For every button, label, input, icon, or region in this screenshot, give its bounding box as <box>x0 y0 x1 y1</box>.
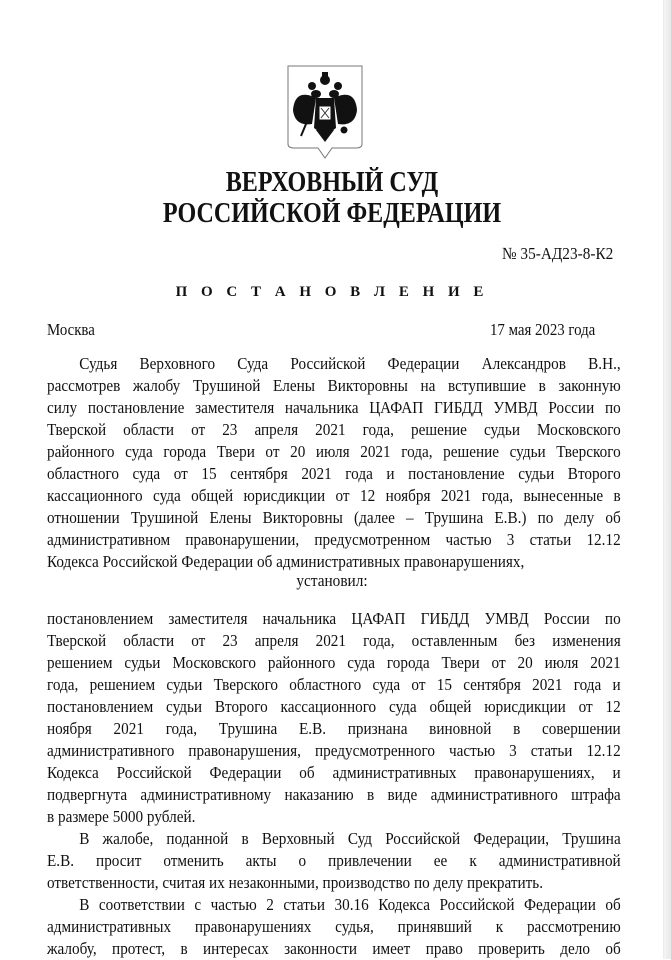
text-line: В соответствии с частью 2 статьи 30.16 Кодекса Российской Федерации об <box>79 895 621 914</box>
text-line: рассмотрев жалобу Трушиной Елены Викторовны на вступившие в законную <box>47 376 621 395</box>
document-type-heading: П О С Т А Н О В Л Е Н И Е <box>175 284 489 300</box>
text-line: Судья Верховного Суда Российской Федерации Александров В.Н., <box>79 354 621 373</box>
text-line: В жалобе, поданной в Верховный Суд Российской Федерации, Трушина <box>79 829 621 848</box>
text-line: ноября 2021 года, Трушина Е.В. признана виновной в совершении <box>47 719 621 738</box>
text-line: постановлением судьи Второго кассационного суда общей юрисдикции от 12 <box>47 697 621 716</box>
intro-paragraph <box>47 353 621 573</box>
place: Москва <box>47 320 95 339</box>
body-paragraph-3 <box>47 894 621 960</box>
text-line: года, решением судьи Тверского областного суда от 15 сентября 2021 года и <box>47 675 621 694</box>
court-title-line-2: РОССИЙСКОЙ ФЕДЕРАЦИИ <box>162 198 502 229</box>
case-number: № 35-АД23-8-К2 <box>502 244 614 263</box>
text-line: административных правонарушениях судья, принявший к рассмотрению <box>47 917 621 936</box>
text-line: Кодекса Российской Федерации об административных правонарушениях, и <box>47 763 621 782</box>
text-line: жалобу, протест, в интересах законности имеет право проверить дело об <box>47 939 621 958</box>
text-line: в размере 5000 рублей. <box>47 807 196 826</box>
text-line: подвергнута административному наказанию в виде административного штрафа <box>47 785 621 804</box>
page-edge-shadow <box>663 0 671 959</box>
text-line: решением судьи Московского районного суда города Твери от 20 июля 2021 <box>47 653 621 672</box>
text-line: районного суда города Твери от 20 июля 2021 года, решение судьи Тверского <box>47 442 621 461</box>
established-heading: установил: <box>296 571 368 590</box>
text-line: постановлением заместителя начальника ЦАФАП ГИБДД УМВД России по <box>47 609 621 628</box>
text-line: административного правонарушения, предусмотренного частью 3 статьи 12.12 <box>47 741 621 760</box>
text-line: областного суда от 15 сентября 2021 года и постановление судьи Второго <box>47 464 621 483</box>
body-paragraph-2 <box>47 828 621 894</box>
document-date: 17 мая 2023 года <box>490 320 596 339</box>
text-line: силу постановление заместителя начальника ЦАФАП ГИБДД УМВД России по <box>47 398 621 417</box>
body-paragraph-1 <box>47 608 621 828</box>
text-line: административном правонарушении, предусмотренном частью 3 статьи 12.12 <box>47 530 621 549</box>
text-line: отношении Трушиной Елены Викторовны (далее – Трушина Е.В.) по делу об <box>47 508 621 527</box>
text-line: ответственности, считая их незаконными, производство по делу прекратить. <box>47 873 544 892</box>
text-line: Е.В. просит отменить акты о привлечении ее к административной <box>47 851 621 870</box>
court-title-line-1: ВЕРХОВНЫЙ СУД <box>225 167 439 198</box>
coat-of-arms-icon <box>286 64 364 160</box>
text-line: Тверской области от 23 апреля 2021 года, оставленным без изменения <box>47 631 621 650</box>
text-line: Тверской области от 23 апреля 2021 года, решение судьи Московского <box>47 420 621 439</box>
text-line: кассационного суда общей юрисдикции от 12 ноября 2021 года, вынесенные в <box>47 486 621 505</box>
text-line: Кодекса Российской Федерации об административных правонарушениях, <box>47 552 525 571</box>
